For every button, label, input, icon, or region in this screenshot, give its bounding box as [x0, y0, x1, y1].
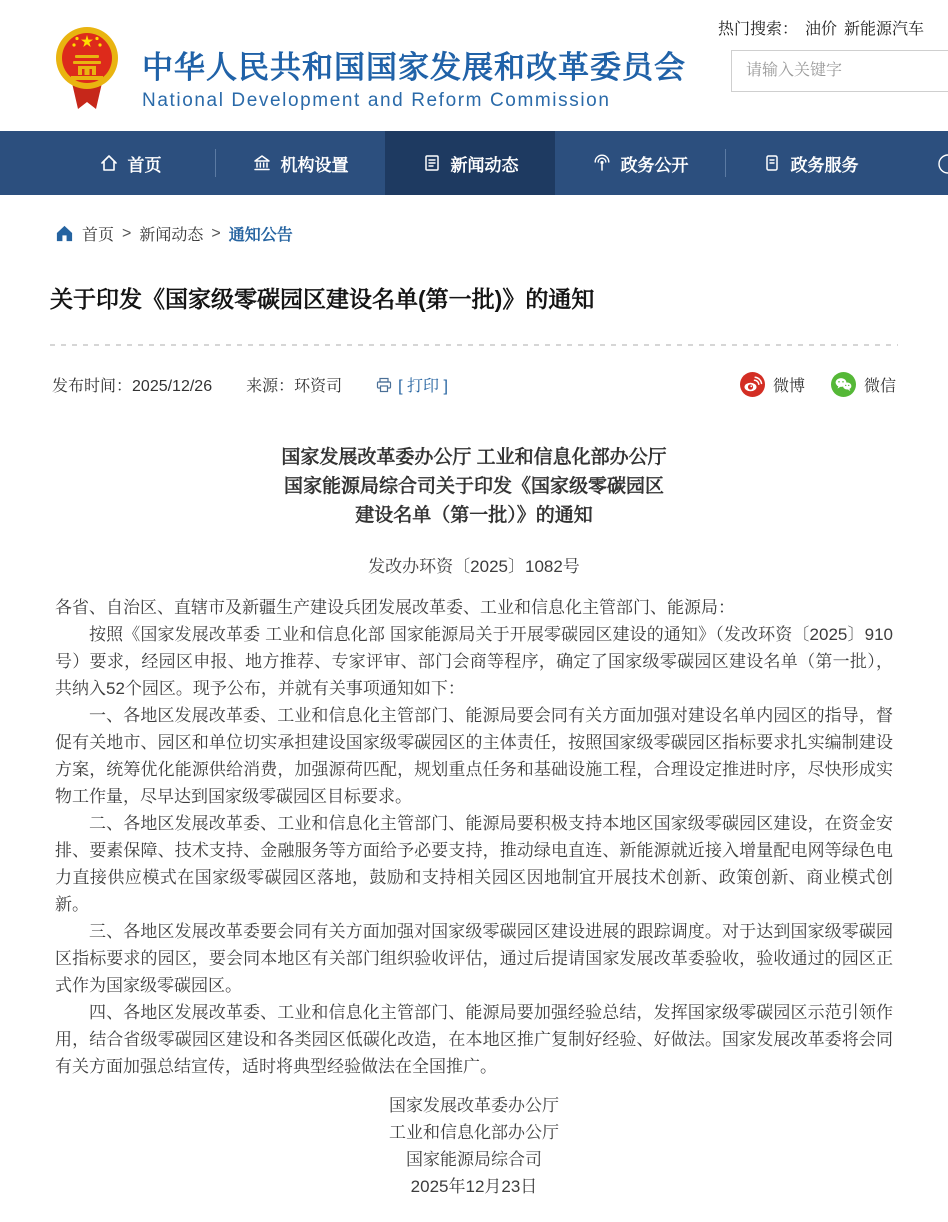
main-nav [0, 131, 948, 195]
wechat-icon [831, 372, 856, 397]
site-title-block [142, 42, 686, 112]
search-box [731, 50, 948, 92]
document-icon [762, 153, 782, 173]
source [246, 373, 342, 396]
nav-item-label: 机构设置 [280, 155, 349, 175]
bank-icon [252, 153, 272, 173]
print-label: [ 打印 ] [398, 378, 448, 395]
share-wechat-label: 微信 [863, 378, 896, 395]
printer-icon [376, 377, 392, 393]
breadcrumb-home-icon [55, 224, 74, 243]
paragraph: 一、各地区发展改革委、工业和信息化主管部门、能源局要会同有关方面加强对建设名单内园区的指导，督促有关地市、园区和单位切实承担建设国家级零碳园区的主体责任，按照国家级零碳园区指标要求扎实编制建设方案，统筹优化能源供给消费，加强源荷匹配，规划重点任务和基础设施工程，合理设定推进时序，尽快形成实物工作量，尽早达到国家级零碳园区目标要求。 [55, 706, 893, 806]
hot-search-term-nev[interactable]: 新能源汽车 [844, 21, 925, 38]
share-weibo-button[interactable] [740, 372, 805, 397]
signature-line: 国家能源局综合司 [406, 1150, 542, 1169]
document-heading [55, 443, 893, 530]
site-title-cn: 中华人民共和国国家发展和改革委员会 [142, 50, 686, 85]
search-input[interactable] [732, 51, 948, 91]
hot-search [718, 16, 924, 39]
document-number: 发改办环资〔2025〕1082号 [368, 557, 580, 576]
hot-search-term-oil[interactable]: 油价 [805, 21, 838, 38]
breadcrumb-separator: > [122, 224, 132, 242]
home-icon [99, 153, 119, 173]
signature-block [55, 1092, 893, 1200]
source-value: 环资司 [294, 378, 343, 395]
breadcrumb-separator: > [211, 224, 221, 242]
document-content [0, 443, 948, 1200]
news-icon [422, 153, 442, 173]
publish-date: 2025/12/26 [132, 378, 213, 395]
publish-label: 发布时间： [52, 378, 133, 395]
nav-item-label: 政务公开 [620, 155, 689, 175]
nav-item-disclosure[interactable] [555, 131, 725, 195]
share-buttons [740, 372, 896, 397]
share-weibo-label: 微博 [772, 378, 805, 395]
doc-heading-line: 建设名单（第一批）》的通知 [355, 505, 593, 526]
page-title: 关于印发《国家级零碳园区建设名单(第一批)》的通知 [50, 286, 595, 312]
breadcrumb [0, 195, 948, 245]
nav-item-news[interactable] [385, 131, 555, 195]
site-header [0, 0, 948, 131]
paragraph: 四、各地区发展改革委、工业和信息化主管部门、能源局要加强经验总结，发挥国家级零碳园区示范引领作用，结合省级零碳园区建设和各类园区低碳化改造，在本地区推广复制好经验、好做法。国家发展改革委将会同有关方面加强总结宣传，适时将典型经验做法在全国推广。 [55, 1003, 893, 1076]
share-wechat-button[interactable] [831, 372, 896, 397]
national-emblem-logo [54, 25, 120, 111]
paragraph: 按照《国家发展改革委 工业和信息化部 国家能源局关于开展零碳园区建设的通知》（发改环资〔2025〕910号）要求，经园区申报、地方推荐、专家评审、部门会商等程序，确定了国家级零碳园区建设名单（第一批），共纳入52个园区。现予公布，并就有关事项通知如下： [55, 625, 893, 698]
breadcrumb-current[interactable]: 通知公告 [228, 227, 293, 244]
nav-item-org[interactable] [215, 131, 385, 195]
paragraph: 二、各地区发展改革委、工业和信息化主管部门、能源局要积极支持本地区国家级零碳园区建设，在资金安排、要素保障、技术支持、金融服务等方面给予必要支持，推动绿电直连、新能源就近接入增量配电网等绿色电力直接供应模式在国家级零碳园区落地，鼓励和支持相关园区因地制宜开展技术创新、政策创新、商业模式创新。 [55, 814, 893, 914]
meta-left [52, 373, 448, 396]
signature-line: 国家发展改革委办公厅 [389, 1096, 559, 1115]
doc-heading-line: 国家发展改革委办公厅 工业和信息化部办公厅 [281, 447, 667, 468]
article-meta [52, 372, 896, 397]
paragraph: 三、各地区发展改革委要会同有关方面加强对国家级零碳园区建设进展的跟踪调度。对于达到国家级零碳园区指标要求的园区，要会同本地区有关部门组织验收评估，通过后提请国家发展改革委验收，验收通过的园区正式作为国家级零碳园区。 [55, 922, 893, 995]
signature-date: 2025年12月23日 [410, 1177, 538, 1196]
nav-overflow-circle-icon[interactable] [937, 153, 948, 175]
document-body [55, 594, 893, 1080]
hot-search-label: 热门搜索： [718, 21, 799, 38]
nav-item-label: 首页 [127, 155, 162, 175]
breadcrumb-news[interactable]: 新闻动态 [139, 227, 204, 244]
breadcrumb-home[interactable]: 首页 [82, 227, 115, 244]
print-button[interactable] [376, 373, 448, 396]
source-label: 来源： [246, 378, 295, 395]
publish-time [52, 373, 212, 396]
broadcast-icon [592, 153, 612, 173]
dashed-divider [50, 344, 898, 346]
signature-line: 工业和信息化部办公厅 [389, 1123, 559, 1142]
salutation: 各省、自治区、直辖市及新疆生产建设兵团发展改革委、工业和信息化主管部门、能源局： [55, 598, 735, 617]
weibo-icon [740, 372, 765, 397]
nav-item-label: 新闻动态 [450, 155, 519, 175]
nav-item-label: 政务服务 [790, 155, 859, 175]
doc-heading-line: 国家能源局综合司关于印发《国家级零碳园区 [283, 476, 664, 497]
nav-item-services[interactable] [725, 131, 895, 195]
nav-item-home[interactable] [45, 131, 215, 195]
site-title-en: National Development and Reform Commission [142, 90, 611, 111]
